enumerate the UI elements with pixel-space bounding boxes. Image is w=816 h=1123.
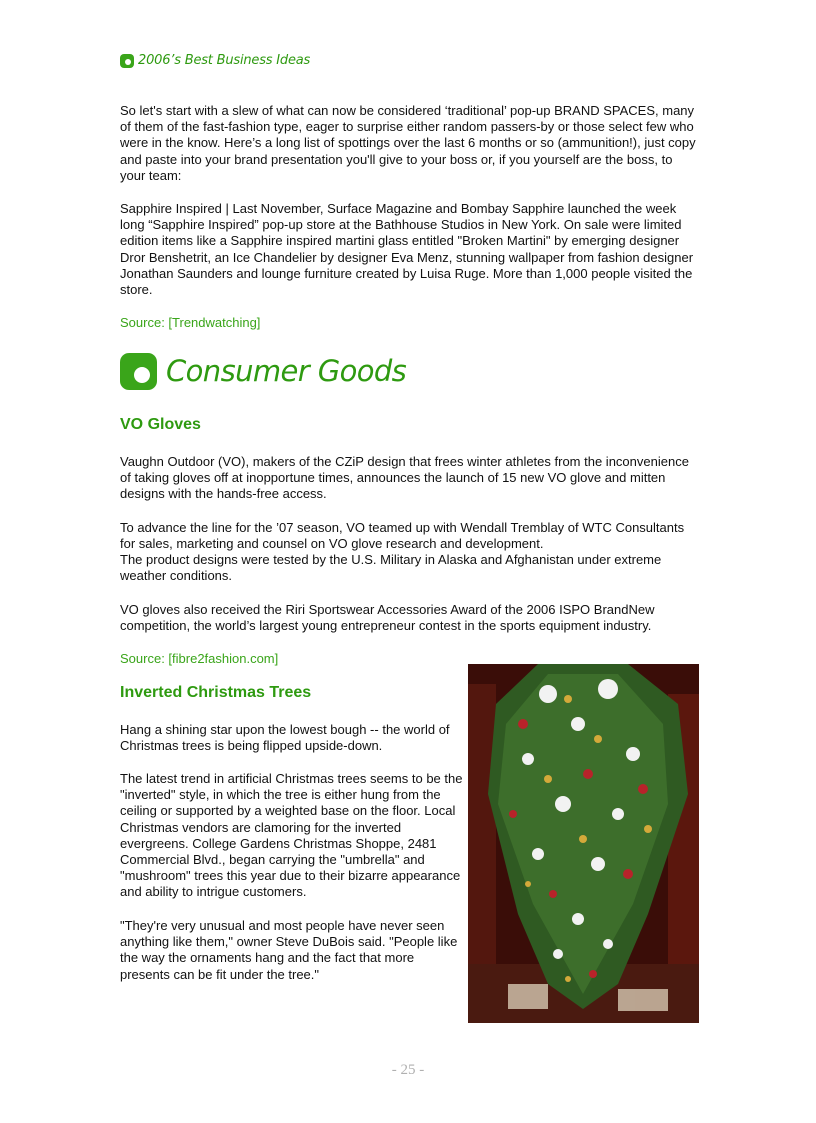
header-title: 2006’s Best Business Ideas [138,53,311,68]
trees-paragraph-2: The latest trend in artificial Christmas trees seems to be the "inverted" style, in which the tree is either hung from the ceiling or supported by a weighted base on the floor. Local Christmas vendors are clamoring for the inverted evergreens. College Gardens Christmas Shoppe, 2481 Commercial Blvd., began carrying the "umbrella" and "mushroom" trees this year due to their bizarre appearance and ability to intrigue customers. [120,771,463,900]
vo-gloves-heading: VO Gloves [120,416,201,433]
vo-paragraph-3: VO gloves also received the Riri Sportswear Accessories Award of the 2006 ISPO BrandNew competition, the world’s largest young entrepreneur contest in the sports equipment industry. [120,602,655,634]
inverted-trees-heading: Inverted Christmas Trees [120,684,312,701]
brand-square-icon [120,54,134,68]
source-trendwatching-link[interactable]: Source: [Trendwatching] [120,315,261,330]
source-fibre2fashion-link[interactable]: Source: [fibre2fashion.com] [120,651,279,666]
section-square-icon [120,353,157,390]
vo-paragraph-2a: To advance the line for the ’07 season, VO teamed up with Wendall Tremblay of WTC Consultants for sales, marketing and counsel on VO glove research and development. [120,520,685,552]
running-header [120,53,310,68]
vo-paragraph-2b: The product designs were tested by the U.S. Military in Alaska and Afghanistan under extreme weather conditions. [120,552,662,584]
vo-paragraph-1: Vaughn Outdoor (VO), makers of the CZiP design that frees winter athletes from the inconvenience of taking gloves off at inopportune times, announces the launch of 15 new VO glove and mitten designs with the hands-free access. [120,454,689,502]
trees-paragraph-3: "They're very unusual and most people have never seen anything like them," owner Steve DuBois said. "People like the way the ornaments hang and the fact that more presents can be fit under the tree." [120,918,458,982]
page-number: - 25 - [391,1062,425,1078]
intro-paragraph-1: So let's start with a slew of what can now be considered ‘traditional’ pop-up BRAND SPACES, many of them of the fast-fashion type, eager to surprise either random passers-by or those select few who were in the know. Here’s a long list of spottings over the last 6 months or so (ammunition!), just copy and paste into your brand presentation you'll give to your boss or, if you yourself are the boss, to your team: [120,103,696,183]
section-title: Consumer Goods [166,354,407,388]
trees-paragraph-1: Hang a shining star upon the lowest bough -- the world of Christmas trees is being flipped upside-down. [120,722,450,754]
section-heading [120,351,406,391]
inverted-christmas-tree-photo [468,664,699,1023]
intro-paragraph-2: Sapphire Inspired | Last November, Surface Magazine and Bombay Sapphire launched the week long “Sapphire Inspired” pop-up store at the Bathhouse Studios in New York. On sale were limited edition items like a Sapphire inspired martini glass entitled "Broken Martini" by emerging designer Dror Benshetrit, an Ice Chandelier by designer Eva Menz, stunning wallpaper from fashion designer Jonathan Saunders and lounge furniture created by Luisa Ruge. More than 1,000 people visited the store. [120,201,694,298]
